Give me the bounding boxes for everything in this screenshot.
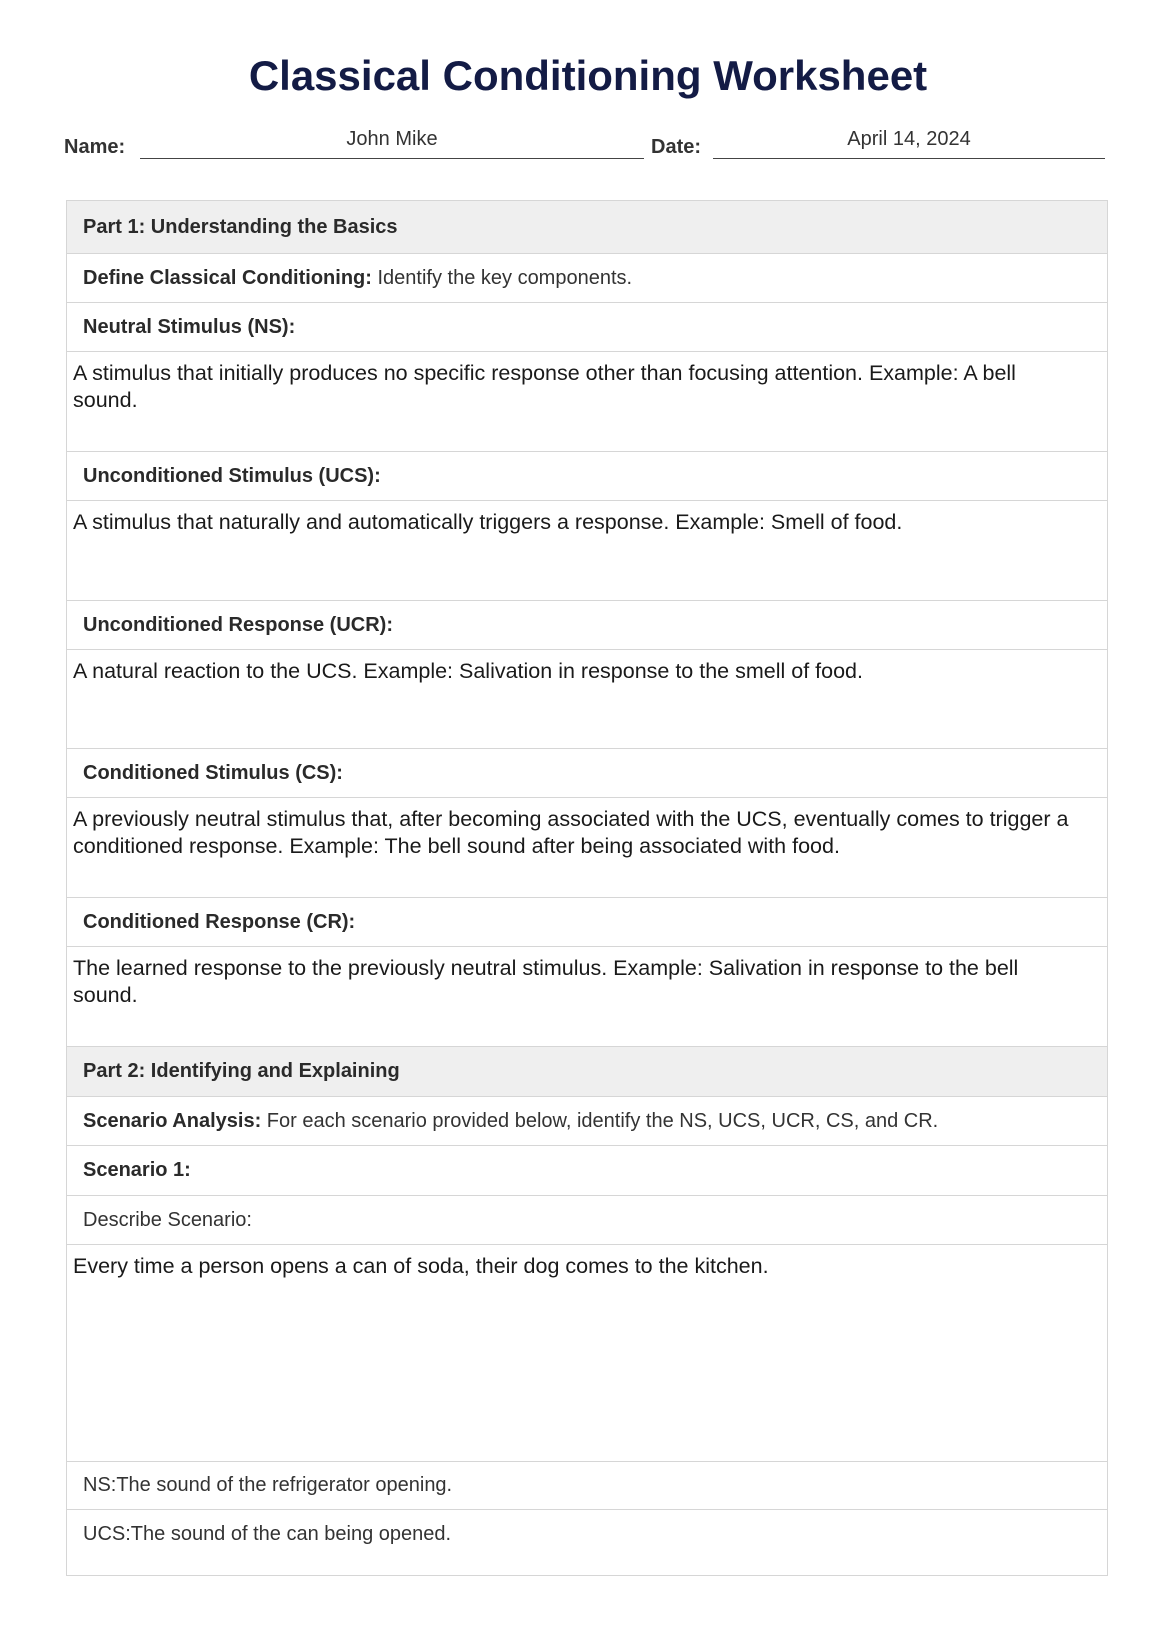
cs-answer-row[interactable] — [67, 798, 1107, 898]
cr-definition-answer: The learned response to the previously neutral stimulus. Example: Salivation in response to the bell sound. — [73, 956, 1019, 1007]
worksheet-table — [66, 200, 1108, 1576]
ucs-answer-row[interactable] — [67, 501, 1107, 601]
name-value: John Mike — [346, 128, 438, 150]
cr-label-row — [67, 898, 1107, 947]
scenario-analysis-text: For each scenario provided below, identify the NS, UCS, UCR, CS, and CR. — [266, 1109, 939, 1132]
scenario-analysis-row — [67, 1097, 1107, 1146]
part1-heading: Part 1: Understanding the Basics — [83, 215, 398, 238]
date-field[interactable] — [713, 158, 1105, 159]
scenario-1-label: Scenario 1: — [83, 1159, 191, 1181]
define-text: Identify the key components. — [377, 266, 633, 289]
ucr-definition-label: Unconditioned Response (UCR): — [83, 613, 393, 636]
ns-definition-label: Neutral Stimulus (NS): — [83, 315, 296, 338]
ns-identify-label: NS: — [83, 1474, 117, 1496]
part2-heading-row — [67, 1047, 1107, 1097]
ns-answer-row[interactable] — [67, 352, 1107, 452]
cr-answer-row[interactable] — [67, 947, 1107, 1047]
scenario-1-row — [67, 1146, 1107, 1196]
ns-label-row — [67, 303, 1107, 352]
define-label: Define Classical Conditioning: — [83, 266, 372, 289]
cs-definition-label: Conditioned Stimulus (CS): — [83, 761, 343, 784]
cr-definition-label: Conditioned Response (CR): — [83, 910, 356, 933]
date-label: Date: — [651, 136, 702, 158]
ucr-definition-answer: A natural reaction to the UCS. Example: Salivation in response to the smell of food. — [73, 659, 863, 683]
ns-identify-value: The sound of the refrigerator opening. — [116, 1474, 453, 1496]
ucs-identify-row[interactable] — [67, 1510, 1107, 1558]
ucs-identify-label: UCS: — [83, 1522, 131, 1545]
ns-identify-row[interactable] — [67, 1462, 1107, 1510]
cs-label-row — [67, 749, 1107, 798]
describe-scenario-row — [67, 1196, 1107, 1245]
part1-heading-row — [67, 201, 1107, 254]
ucs-identify-value: The sound of the can being opened. — [130, 1522, 452, 1545]
define-row — [67, 254, 1107, 303]
cs-definition-answer: A previously neutral stimulus that, after becoming associated with the UCS, eventually comes to trigger a conditioned response. Example: The bell sound after being associated with food. — [73, 807, 1069, 858]
scenario-analysis-label: Scenario Analysis: — [83, 1109, 262, 1132]
ucs-label-row — [67, 452, 1107, 501]
scenario-answer-row[interactable] — [67, 1245, 1107, 1462]
ucr-label-row — [67, 601, 1107, 650]
name-label: Name: — [64, 136, 126, 158]
ucs-definition-answer: A stimulus that naturally and automatically triggers a response. Example: Smell of food. — [73, 510, 903, 534]
worksheet-title: Classical Conditioning Worksheet — [248, 52, 928, 99]
ns-definition-answer: A stimulus that initially produces no specific response other than focusing attention. Example: A bell sound. — [73, 361, 1016, 412]
part2-heading: Part 2: Identifying and Explaining — [83, 1060, 400, 1082]
ucr-answer-row[interactable] — [67, 650, 1107, 749]
name-field[interactable] — [140, 158, 644, 159]
ucs-definition-label: Unconditioned Stimulus (UCS): — [83, 464, 381, 487]
describe-scenario-label: Describe Scenario: — [83, 1208, 252, 1231]
scenario-description: Every time a person opens a can of soda, their dog comes to the kitchen. — [73, 1254, 769, 1278]
date-value: April 14, 2024 — [847, 128, 971, 150]
